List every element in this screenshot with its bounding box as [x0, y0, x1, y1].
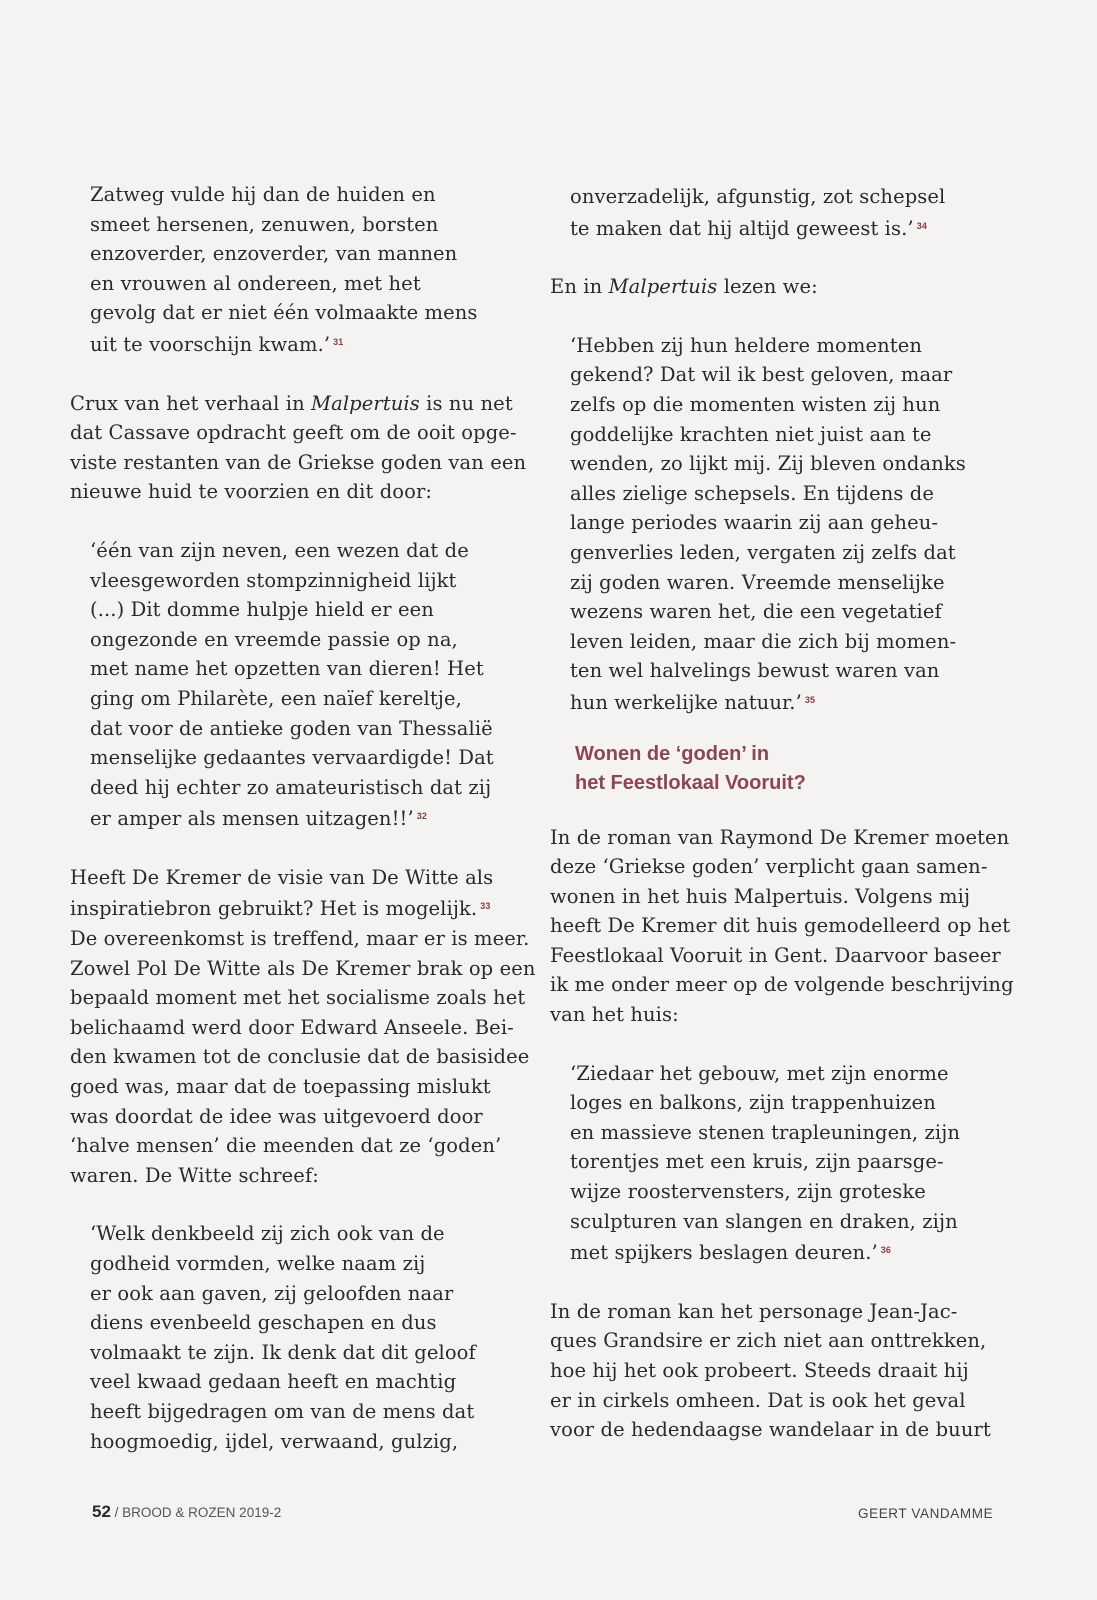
text-line: menselijke gedaantes vervaardigde! Dat [90, 746, 494, 770]
footnote-marker: 33 [480, 901, 491, 912]
text-line: wezens waren het, die een vegetatief [570, 600, 942, 624]
block-quote [550, 1059, 1000, 1268]
text-line: In de roman kan het personage Jean-Jac- [550, 1299, 958, 1323]
text-line: De overeenkomst is treffend, maar er is meer. [70, 927, 530, 951]
spacer [550, 1268, 1000, 1297]
text-line: ten wel halvelings bewust waren van [570, 659, 940, 683]
text-line: ‘één van zijn neven, een wezen dat de [90, 538, 469, 562]
text-line: waren. De Witte schreef: [70, 1163, 319, 1187]
spacer [70, 507, 520, 536]
text-line: lange periodes waarin zij aan geheu- [570, 511, 939, 535]
spacer [70, 360, 520, 389]
text-line: ‘Welk denkbeeld zij zich ook van de [90, 1222, 445, 1246]
publication-name: / BROOD & ROZEN 2019-2 [110, 1505, 282, 1520]
text-line [70, 389, 520, 419]
text-line: In de roman van Raymond De Kremer moeten [550, 825, 1010, 849]
text-line-with-footnote [70, 802, 520, 834]
text-line-with-footnote [70, 328, 520, 360]
text-line: er in cirkels omheen. Dat is ook het geval [550, 1388, 966, 1412]
paragraph [550, 823, 1014, 1030]
text-line: Zowel Pol De Witte als De Kremer brak op een [70, 956, 536, 980]
text-line: gevolg dat er niet één volmaakte mens [90, 301, 478, 325]
text-span: lezen we: [717, 275, 818, 299]
text-line: heeft bijgedragen om van de mens dat [90, 1399, 475, 1423]
text-line: alles zielige schepsels. En tijdens de [570, 481, 935, 505]
footnote-marker: 34 [916, 220, 927, 231]
block-quote [70, 1219, 520, 1456]
text-line: nieuwe huid te voorzien en dit door: [70, 480, 433, 504]
text-line: bepaald moment met het socialisme zoals het [70, 986, 526, 1010]
text-line: ‘Ziedaar het gebouw, met zijn enorme [570, 1061, 949, 1085]
spacer [550, 1030, 1000, 1059]
text-span: hun werkelijke natuur.’ [570, 690, 802, 714]
text-line: vleesgeworden stompzinnigheid lijkt [90, 568, 457, 592]
block-quote [550, 331, 1000, 718]
text-span: En in [550, 275, 609, 299]
text-line: diens evenbeeld geschapen en dus [90, 1311, 437, 1335]
text-line: met name het opzetten van dieren! Het [90, 657, 484, 681]
text-line-with-footnote [70, 892, 520, 924]
text-line: heeft De Kremer dit huis gemodelleerd op het [550, 914, 1011, 938]
text-span: er amper als mensen uitzagen!!’ [90, 807, 414, 831]
spacer [70, 834, 520, 863]
text-line: Zatweg vulde hij dan de huiden en [90, 183, 436, 206]
paragraph [70, 863, 536, 1191]
page-number: 52 [92, 1502, 111, 1521]
text-line: smeet hersenen, zenuwen, borsten [90, 212, 439, 236]
text-line: den kwamen tot de conclusie dat de basisidee [70, 1045, 530, 1069]
text-line: belichaamd werd door Edward Anseele. Bei- [70, 1015, 514, 1039]
text-line: was doordat de idee was uitgevoerd door [70, 1104, 483, 1128]
left-column [70, 180, 536, 1456]
paragraph [550, 1297, 1000, 1445]
footnote-marker: 36 [880, 1245, 892, 1256]
text-line: goed was, maar dat de toepassing mislukt [70, 1075, 491, 1099]
text-line: enzoverder, enzoverder, van mannen [90, 242, 458, 266]
text-line: hoe hij het ook probeert. Steeds draait hij [550, 1359, 969, 1382]
spacer [550, 243, 1000, 272]
text-line: voor de hedendaagse wandelaar in de buurt [550, 1418, 991, 1442]
text-line [550, 272, 1000, 302]
text-line: volmaakt te zijn. Ik denk dat dit geloof [90, 1340, 476, 1364]
text-line: ques Grandsire er zich niet aan onttrekken, [550, 1329, 987, 1353]
text-line: ongezonde en vreemde passie op na, [90, 627, 458, 651]
text-span: inspiratiebron gebruikt? Het is mogelijk. [70, 897, 478, 921]
text-line: sculpturen van slangen en draken, zijn [570, 1209, 958, 1233]
text-line: wenden, zo lijkt mij. Zij bleven ondanks [570, 452, 966, 476]
text-line: Heeft De Kremer de visie van De Witte als [70, 865, 494, 889]
text-line: veel kwaad gedaan heeft en machtig [90, 1370, 457, 1394]
text-line: genverlies leden, vergaten zij zelfs dat [570, 540, 956, 564]
text-span: te maken dat hij altijd geweest is.’ [570, 216, 914, 240]
text-line: wonen in het huis Malpertuis. Volgens mij [550, 884, 971, 908]
text-line: hoogmoedig, ijdel, verwaand, gulzig, [90, 1429, 459, 1453]
text-line: torentjes met een kruis, zijn paarsge- [570, 1150, 944, 1174]
paragraph [70, 389, 527, 507]
block-quote-continued [70, 180, 520, 360]
footnote-marker: 31 [333, 336, 344, 347]
text-line: deed hij echter zo amateuristisch dat zij [90, 775, 492, 799]
text-line: gekend? Dat wil ik best geloven, maar [570, 363, 953, 387]
text-line: viste restanten van de Griekse goden van een [70, 450, 527, 474]
text-line-with-footnote [550, 212, 1000, 244]
text-line-with-footnote [550, 686, 1000, 718]
text-line: ‘Hebben zij hun heldere momenten [570, 333, 923, 357]
heading-line: het Feestlokaal Vooruit? [575, 771, 806, 794]
spacer [550, 302, 1000, 331]
text-line: er ook aan gaven, zij geloofden naar [90, 1281, 454, 1305]
author-name: GEERT VANDAMME [858, 1506, 994, 1521]
text-line: en massieve stenen trapleuningen, zijn [570, 1120, 961, 1144]
block-quote [70, 536, 520, 834]
text-line: zij goden waren. Vreemde menselijke [570, 570, 945, 594]
text-span: uit te voorschijn kwam.’ [90, 332, 331, 356]
page-footer-left [92, 1502, 281, 1522]
text-line: dat Cassave opdracht geeft om de ooit opge- [70, 421, 517, 445]
text-line: godheid vormden, welke naam zij [90, 1252, 426, 1275]
block-quote-continued [550, 182, 1000, 243]
text-line: wijze roostervensters, zijn groteske [570, 1180, 926, 1204]
heading-line: Wonen de ‘goden’ in [575, 742, 770, 765]
text-line: goddelijke krachten niet juist aan te [570, 422, 932, 446]
italic-title: Malpertuis [608, 275, 718, 299]
text-line: loges en balkons, zijn trappenhuizen [570, 1091, 936, 1115]
text-line: dat voor de antieke goden van Thessalië [90, 716, 493, 740]
text-line-with-footnote [550, 1236, 1000, 1268]
text-span: is nu net [419, 391, 513, 415]
text-line: (...) Dit domme hulpje hield er een [90, 598, 434, 622]
section-heading [550, 740, 1000, 798]
text-line: ‘halve mensen’ die meenden dat ze ‘goden’ [70, 1134, 502, 1158]
text-line: ging om Philarète, een naïef kereltje, [90, 686, 462, 710]
footnote-marker: 35 [804, 694, 816, 705]
text-line: van het huis: [550, 1003, 679, 1027]
text-span: Crux van het verhaal in [70, 391, 312, 415]
text-span: met spijkers beslagen deuren.’ [570, 1241, 878, 1265]
text-line: Feestlokaal Vooruit in Gent. Daarvoor baseer [550, 943, 1001, 967]
spacer [70, 1190, 520, 1219]
italic-title: Malpertuis [311, 391, 420, 415]
text-line: leven leiden, maar die zich bij momen- [570, 629, 957, 653]
text-line: en vrouwen al ondereen, met het [90, 271, 421, 295]
text-line: zelfs op die momenten wisten zij hun [570, 392, 941, 416]
footnote-marker: 32 [416, 811, 427, 822]
text-line: deze ‘Griekse goden’ verplicht gaan samen- [550, 855, 988, 879]
paragraph [550, 272, 1000, 302]
text-line: onverzadelijk, afgunstig, zot schepsel [570, 185, 946, 208]
right-column [550, 182, 1014, 1445]
text-line: ik me onder meer op de volgende beschrijving [550, 973, 1014, 997]
